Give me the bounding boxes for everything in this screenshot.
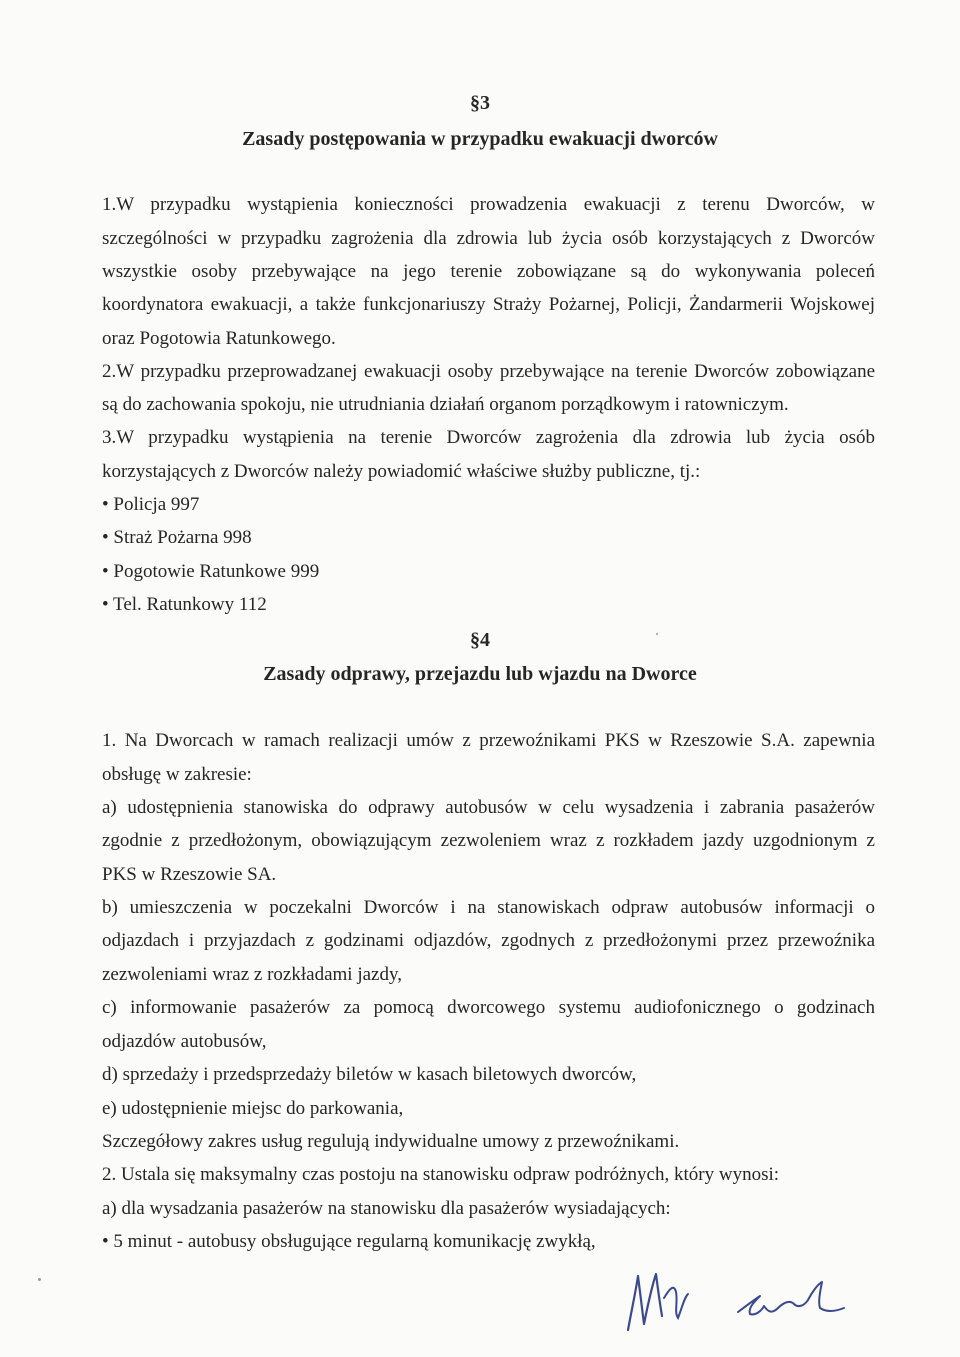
paragraph-line: oraz Pogotowia Ratunkowego. [102, 328, 336, 349]
paragraph-line: 2. Ustala się maksymalny czas postoju na stanowisku odpraw podróżnych, który wynosi: [102, 1164, 780, 1185]
list-item: • Policja 997 [102, 494, 200, 515]
paragraph-line: 1.W przypadku wystąpienia konieczności prowadzenia ewakuacji z terenu Dworców, w [102, 194, 875, 215]
paragraph-line: 1. Na Dworcach w ramach realizacji umów z przewoźnikami PKS w Rzeszowie S.A. zapewnia [102, 730, 875, 751]
paragraph-line: szczególności w przypadku zagrożenia dla zdrowia lub życia osób korzystających z Dworców [102, 228, 875, 249]
section-4-number: §4 [470, 629, 490, 651]
paragraph-line: e) udostępnienie miejsc do parkowania, [102, 1098, 404, 1119]
section-4-title: Zasady odprawy, przejazdu lub wjazdu na Dworce [263, 663, 697, 685]
section-3-number: §3 [470, 92, 490, 114]
paragraph-line: zgodnie z przedłożonym, obowiązującym zezwoleniem wraz z rozkładem jazdy uzgodnionym z [102, 830, 875, 851]
list-item: • Straż Pożarna 998 [102, 527, 252, 548]
paragraph-line: c) informowanie pasażerów za pomocą dworcowego systemu audiofonicznego o godzinach [102, 997, 875, 1018]
paragraph-line: korzystających z Dworców należy powiadomić właściwe służby publiczne, tj.: [102, 461, 701, 482]
paragraph-line: odjazdów autobusów, [102, 1031, 267, 1052]
handwritten-signature-icon [734, 1278, 849, 1324]
paragraph-line: b) umieszczenia w poczekalni Dworców i na stanowiskach odpraw autobusów informacji o [102, 897, 875, 918]
list-item: • Tel. Ratunkowy 112 [102, 594, 267, 615]
paragraph-line: d) sprzedaży i przedsprzedaży biletów w kasach biletowych dworców, [102, 1064, 637, 1085]
scan-speck [656, 633, 658, 635]
list-item: • Pogotowie Ratunkowe 999 [102, 561, 320, 582]
section-3-title: Zasady postępowania w przypadku ewakuacji dworców [242, 128, 718, 150]
paragraph-line: są do zachowania spokoju, nie utrudniania działań organom porządkowym i ratowniczym. [102, 394, 789, 415]
paragraph-line: wszystkie osoby przebywające na jego terenie zobowiązane są do wykonywania poleceń [102, 261, 875, 282]
paragraph-line: Szczegółowy zakres usług regulują indywidualne umowy z przewoźnikami. [102, 1131, 680, 1152]
paragraph-line: a) udostępnienia stanowiska do odprawy autobusów w celu wysadzenia i zabrania pasażerów [102, 797, 875, 818]
paragraph-line: koordynatora ewakuacji, a także funkcjonariuszy Straży Pożarnej, Policji, Żandarmerii Wojskowej [102, 294, 875, 315]
paragraph-line: PKS w Rzeszowie SA. [102, 864, 277, 885]
paragraph-line: a) dla wysadzania pasażerów na stanowisku dla pasażerów wysiadających: [102, 1198, 671, 1219]
list-item: • 5 minut - autobusy obsługujące regularną komunikację zwykłą, [102, 1231, 596, 1252]
scan-speck [38, 1278, 41, 1281]
paragraph-line: odjazdach i przyjazdach z godzinami odjazdów, zgodnych z przedłożonymi przez przewoźnika [102, 930, 875, 951]
paragraph-line: obsługę w zakresie: [102, 764, 252, 785]
paragraph-line: 2.W przypadku przeprowadzanej ewakuacji osoby przebywające na terenie Dworców zobowiązane [102, 361, 875, 382]
handwritten-signature-icon [618, 1268, 700, 1336]
paragraph-line: zezwoleniami wraz z rozkładami jazdy, [102, 964, 402, 985]
paragraph-line: 3.W przypadku wystąpienia na terenie Dworców zagrożenia dla zdrowia lub życia osób [102, 427, 875, 448]
